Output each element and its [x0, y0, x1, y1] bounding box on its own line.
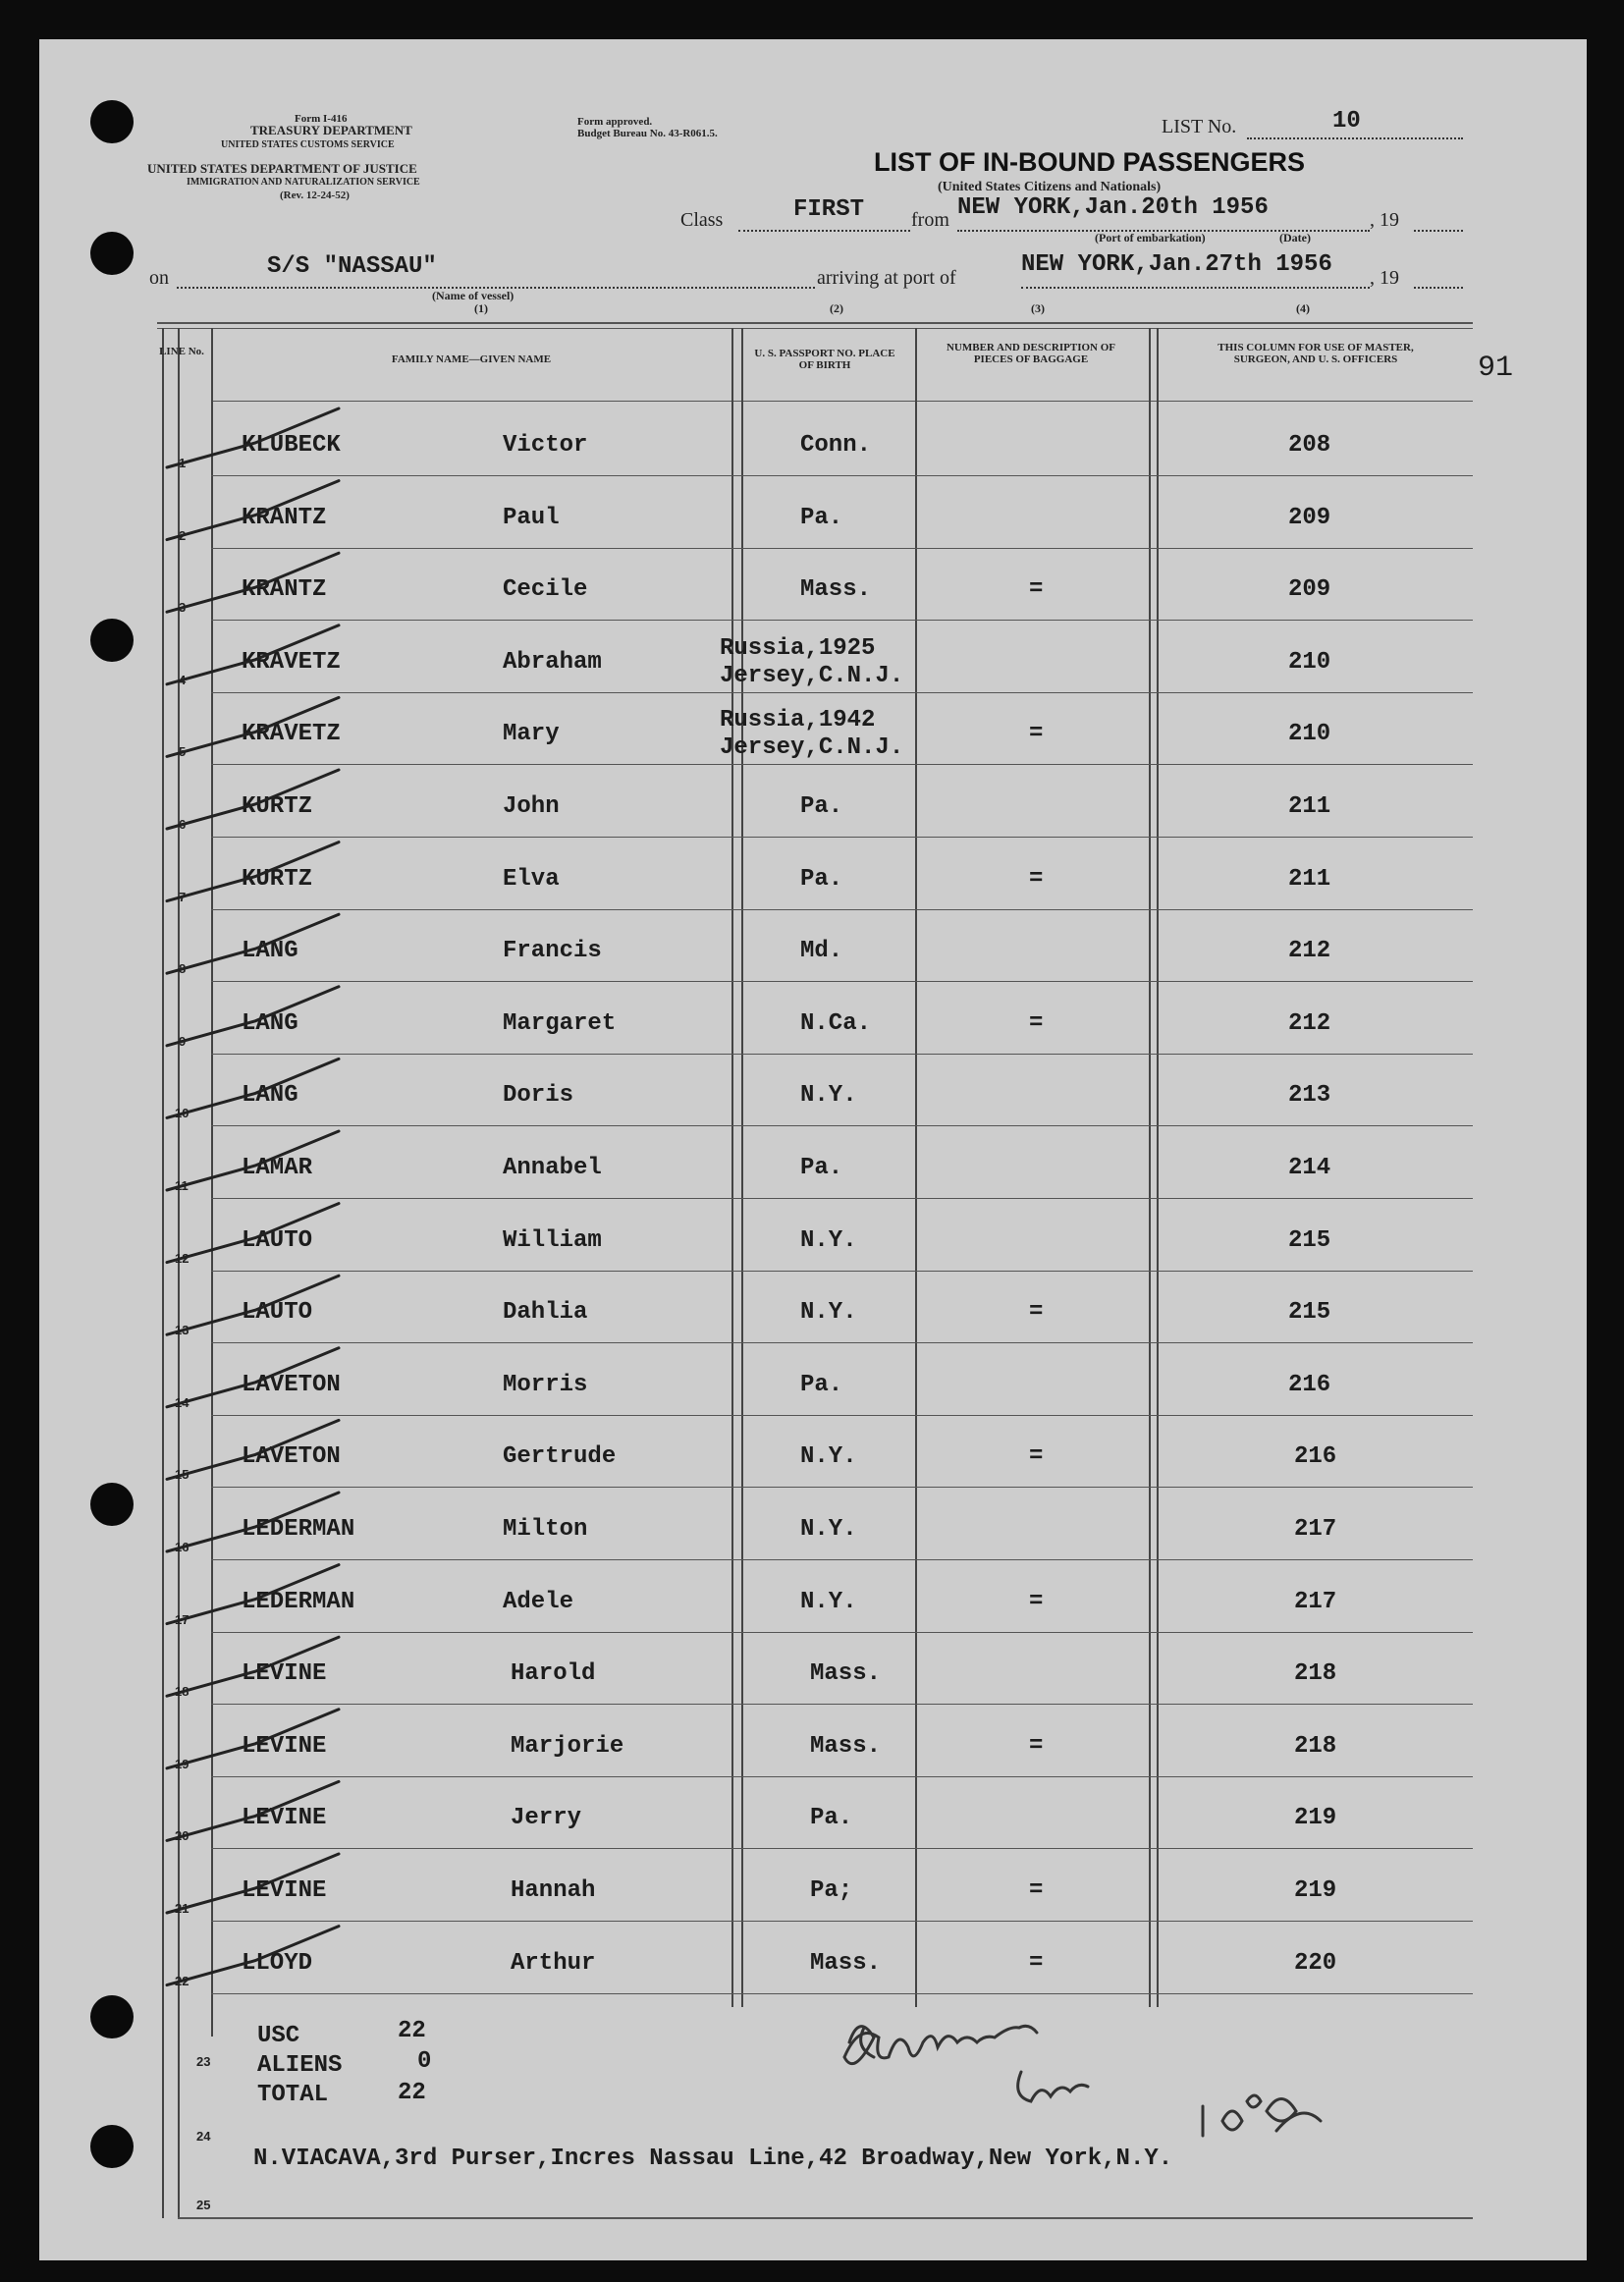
check-mark [167, 408, 339, 467]
family-name: LAUTO [242, 1299, 313, 1327]
vessel-name: S/S "NASSAU" [267, 253, 437, 280]
line-number: 10 [175, 1106, 189, 1121]
place-of-birth: Mass. [800, 576, 872, 604]
given-name: Annabel [503, 1155, 602, 1181]
given-name: Morris [503, 1371, 588, 1398]
officer-number: 211 [1288, 865, 1331, 893]
family-name: KRANTZ [242, 576, 327, 604]
check-mark [167, 553, 339, 612]
officer-number: 213 [1288, 1082, 1331, 1110]
given-name: Gertrude [503, 1443, 617, 1471]
check-mark [167, 842, 339, 901]
col-caption-2: (2) [830, 301, 843, 315]
baggage: = [1029, 1732, 1044, 1760]
family-name: LEVINE [242, 1805, 327, 1832]
col-caption-3: (3) [1031, 301, 1045, 315]
form-number: Form I-416 [295, 113, 348, 125]
baggage: = [1029, 1009, 1044, 1037]
given-name: Hannah [511, 1877, 596, 1904]
officer-number: 214 [1288, 1155, 1331, 1181]
check-mark [167, 1854, 339, 1913]
budget-bureau: Budget Bureau No. 43-R061.5. [577, 128, 718, 139]
family-name: LEVINE [242, 1732, 327, 1760]
given-name: Jerry [511, 1805, 582, 1832]
place-of-birth: N.Y. [800, 1226, 857, 1254]
check-mark [167, 1927, 339, 1985]
arrival-port-date: NEW YORK,Jan.27th 1956 [1021, 251, 1332, 278]
family-name: LEVINE [242, 1877, 327, 1904]
aliens-label: ALIENS [257, 2052, 343, 2079]
usc-count: 22 [398, 2018, 426, 2044]
given-name: Arthur [511, 1949, 596, 1977]
family-name: KLUBECK [242, 432, 341, 459]
check-mark [167, 1131, 339, 1190]
from-label: from [911, 209, 949, 231]
officer-number: 210 [1288, 721, 1331, 748]
given-name: Marjorie [511, 1732, 624, 1760]
col-header-baggage: NUMBER AND DESCRIPTION OF PIECES OF BAGGAGE [946, 342, 1116, 365]
given-name: Harold [511, 1660, 596, 1688]
line-number: 3 [179, 600, 187, 616]
place-of-birth-line2: Jersey,C.N.J. [720, 734, 904, 762]
place-of-birth: Mass. [810, 1949, 882, 1977]
line-number: 22 [175, 1973, 189, 1988]
col-caption-4: (4) [1296, 301, 1310, 315]
date-caption: (Date) [1279, 231, 1311, 244]
place-of-birth: Pa. [800, 1155, 843, 1181]
family-name: LANG [242, 1009, 298, 1037]
line-number: 21 [175, 1901, 189, 1916]
family-name: LEDERMAN [242, 1516, 355, 1543]
line-number: 5 [179, 744, 187, 760]
officer-number: 217 [1294, 1588, 1337, 1615]
family-name: LLOYD [242, 1949, 313, 1977]
check-mark [167, 987, 339, 1046]
year-prefix: , 19 [1370, 209, 1399, 231]
given-name: Mary [503, 721, 560, 748]
signature-scribble [844, 2026, 1321, 2136]
line-number: 20 [175, 1828, 189, 1844]
line-number: 15 [175, 1467, 189, 1483]
form-approved: Form approved. [577, 116, 653, 128]
line-number: 14 [175, 1394, 189, 1410]
place-of-birth: Mass. [810, 1660, 882, 1688]
class-label: Class [680, 209, 724, 231]
place-of-birth: Mass. [810, 1732, 882, 1760]
check-mark [167, 1781, 339, 1840]
family-name: KRANTZ [242, 504, 327, 531]
aliens-count: 0 [417, 2048, 432, 2075]
officer-number: 212 [1288, 1009, 1331, 1037]
on-label: on [149, 267, 169, 289]
purser-signature-line: N.VIACAVA,3rd Purser,Incres Nassau Line,42 Broadway,New York,N.Y. [253, 2146, 1173, 2172]
dept-treasury: TREASURY DEPARTMENT [250, 123, 412, 137]
total-count: 22 [398, 2080, 426, 2106]
place-of-birth: Russia,1942 [720, 707, 876, 734]
line-number: 17 [175, 1611, 189, 1627]
baggage: = [1029, 1588, 1044, 1615]
place-of-birth: N.Y. [800, 1082, 857, 1110]
family-name: LAMAR [242, 1155, 313, 1181]
officer-number: 211 [1288, 793, 1331, 820]
given-name: Milton [503, 1516, 588, 1543]
place-of-birth: Pa; [810, 1877, 853, 1904]
check-mark [167, 625, 339, 684]
place-of-birth: Pa. [800, 865, 843, 893]
place-of-birth: Pa. [800, 1371, 843, 1398]
baggage: = [1029, 1299, 1044, 1327]
baggage: = [1029, 721, 1044, 748]
baggage: = [1029, 1443, 1044, 1471]
family-name: KURTZ [242, 793, 313, 820]
page-subtitle: (United States Citizens and Nationals) [938, 180, 1162, 194]
usc-label: USC [257, 2023, 300, 2049]
family-name: LANG [242, 1082, 298, 1110]
family-name: LAVETON [242, 1443, 341, 1471]
line-number: 19 [175, 1756, 189, 1771]
family-name: KRAVETZ [242, 648, 341, 676]
baggage: = [1029, 576, 1044, 604]
place-of-birth: N.Y. [800, 1588, 857, 1615]
given-name: Victor [503, 432, 588, 459]
officer-number: 212 [1288, 938, 1331, 965]
officer-number: 216 [1288, 1371, 1331, 1398]
place-of-birth: Russia,1925 [720, 634, 876, 662]
line-number: 16 [175, 1540, 189, 1554]
officer-number: 208 [1288, 432, 1331, 459]
check-mark [167, 481, 339, 540]
officer-number: 216 [1294, 1443, 1337, 1471]
baggage: = [1029, 1877, 1044, 1904]
line-number: 23 [196, 2054, 211, 2069]
col-header-line-no: LINE No. [159, 346, 204, 357]
given-name: Cecile [503, 576, 588, 604]
form-revision: (Rev. 12-24-52) [280, 190, 350, 201]
officer-number: 209 [1288, 504, 1331, 531]
class-value: FIRST [793, 196, 865, 223]
line-number: 25 [196, 2198, 211, 2212]
page-title: LIST OF IN-BOUND PASSENGERS [874, 147, 1306, 177]
given-name: Paul [503, 504, 560, 531]
dept-treasury-sub: UNITED STATES CUSTOMS SERVICE [221, 139, 395, 150]
check-mark [167, 697, 339, 756]
given-name: Abraham [503, 648, 602, 676]
total-label: TOTAL [257, 2082, 329, 2108]
list-no-label: LIST No. [1162, 116, 1237, 137]
check-mark [167, 1637, 339, 1696]
officer-number: 215 [1288, 1299, 1331, 1327]
officer-number: 218 [1294, 1660, 1337, 1688]
vessel-caption: (Name of vessel) [432, 289, 514, 302]
officer-number: 218 [1294, 1732, 1337, 1760]
col-header-officers: THIS COLUMN FOR USE OF MASTER, SURGEON, AND U. S. OFFICERS [1218, 342, 1414, 365]
port-embark-caption: (Port of embarkation) [1095, 231, 1206, 244]
officer-number: 219 [1294, 1877, 1337, 1904]
line-number: 12 [175, 1250, 189, 1266]
place-of-birth: Pa. [800, 793, 843, 820]
line-number: 1 [179, 456, 187, 470]
place-of-birth: Pa. [800, 504, 843, 531]
check-mark [167, 1710, 339, 1768]
place-of-birth: Pa. [810, 1805, 853, 1832]
line-number: 2 [179, 527, 187, 543]
check-mark [167, 770, 339, 829]
check-mark [167, 1059, 339, 1117]
col-header-passport: U. S. PASSPORT NO. PLACE OF BIRTH [754, 348, 895, 371]
baggage: = [1029, 1949, 1044, 1977]
page-number: 91 [1478, 352, 1514, 385]
family-name: KRAVETZ [242, 721, 341, 748]
given-name: Francis [503, 938, 602, 965]
family-name: LANG [242, 938, 298, 965]
line-number: 24 [196, 2129, 211, 2144]
embark-port-date: NEW YORK,Jan.20th 1956 [957, 194, 1269, 221]
family-name: LAVETON [242, 1371, 341, 1398]
line-number: 9 [179, 1033, 187, 1049]
line-number: 18 [175, 1684, 189, 1700]
line-number: 8 [179, 961, 187, 977]
given-name: Doris [503, 1082, 574, 1110]
dept-justice: UNITED STATES DEPARTMENT OF JUSTICE [147, 161, 417, 176]
officer-number: 215 [1288, 1226, 1331, 1254]
line-number: 6 [179, 817, 187, 832]
year-prefix-2: , 19 [1370, 267, 1399, 289]
check-mark [167, 914, 339, 973]
officer-number: 219 [1294, 1805, 1337, 1832]
officer-number: 220 [1294, 1949, 1337, 1977]
given-name: John [503, 793, 560, 820]
given-name: Dahlia [503, 1299, 588, 1327]
given-name: William [503, 1226, 602, 1254]
family-name: LAUTO [242, 1226, 313, 1254]
line-number: 4 [179, 672, 187, 687]
line-number: 7 [179, 889, 187, 904]
officer-number: 217 [1294, 1516, 1337, 1543]
check-mark [167, 1204, 339, 1263]
place-of-birth-line2: Jersey,C.N.J. [720, 662, 904, 689]
col-header-name: FAMILY NAME—GIVEN NAME [391, 353, 552, 365]
check-mark [167, 1493, 339, 1551]
dept-justice-sub: IMMIGRATION AND NATURALIZATION SERVICE [187, 177, 420, 188]
check-mark [167, 1420, 339, 1479]
list-number: 10 [1332, 108, 1361, 135]
check-mark [167, 1565, 339, 1624]
check-mark [167, 1348, 339, 1407]
given-name: Adele [503, 1588, 574, 1615]
place-of-birth: N.Y. [800, 1299, 857, 1327]
place-of-birth: N.Ca. [800, 1009, 872, 1037]
officer-number: 210 [1288, 648, 1331, 676]
place-of-birth: N.Y. [800, 1443, 857, 1471]
officer-number: 209 [1288, 576, 1331, 604]
family-name: LEVINE [242, 1660, 327, 1688]
family-name: LEDERMAN [242, 1588, 355, 1615]
line-number: 13 [175, 1323, 189, 1338]
place-of-birth: N.Y. [800, 1516, 857, 1543]
place-of-birth: Conn. [800, 432, 872, 459]
given-name: Elva [503, 865, 560, 893]
col-caption-1: (1) [474, 301, 488, 315]
baggage: = [1029, 865, 1044, 893]
arriving-label: arriving at port of [817, 267, 956, 289]
family-name: KURTZ [242, 865, 313, 893]
given-name: Margaret [503, 1009, 617, 1037]
line-number: 11 [175, 1178, 189, 1193]
place-of-birth: Md. [800, 938, 843, 965]
check-mark [167, 1276, 339, 1334]
